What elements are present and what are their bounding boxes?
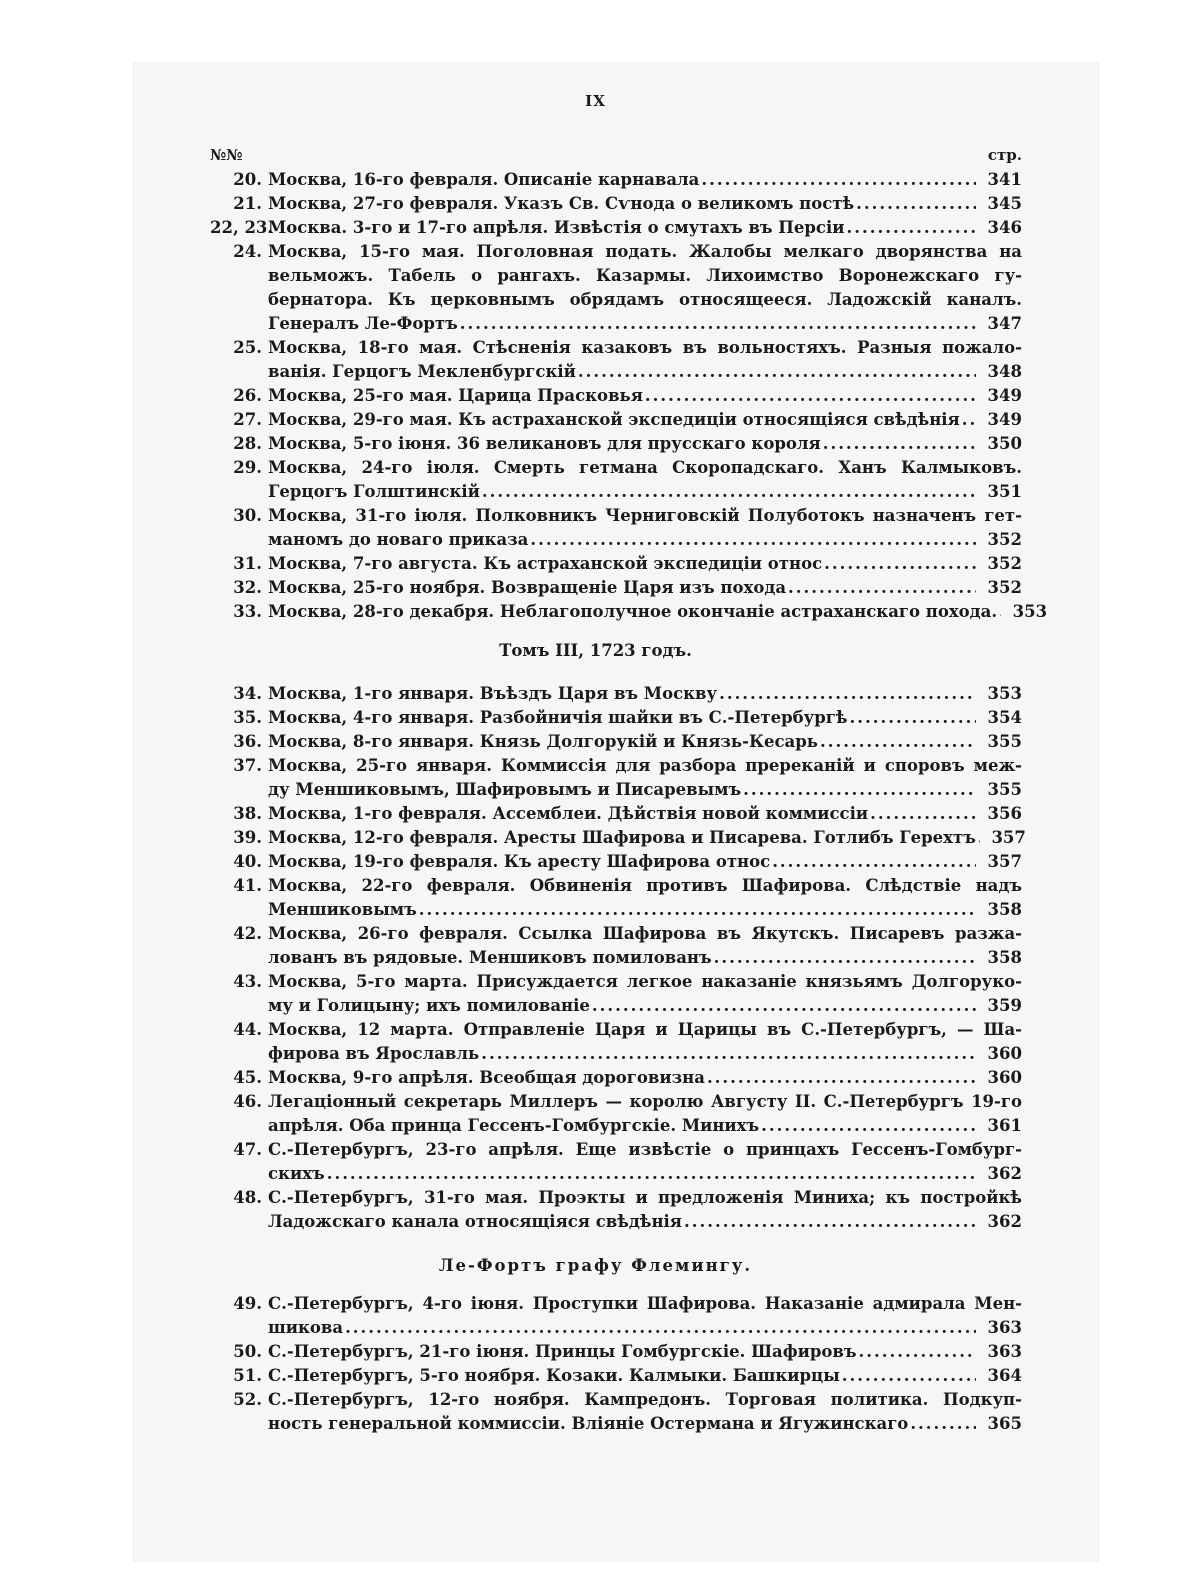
entry-number: 50.: [233, 1342, 262, 1361]
toc-entry: [210, 576, 1022, 600]
entry-line: Москва, 5-го марта. Присуждается легкое наказаніе князьямъ Долгоруко-: [268, 972, 1022, 991]
entry-line: шикова: [268, 1318, 344, 1337]
entry-last-line: [268, 432, 1022, 456]
entry-text: [268, 192, 1022, 216]
entry-last-line: [268, 528, 1022, 552]
entry-last-line: [268, 682, 1022, 706]
entry-line: ванія. Герцогъ Мекленбургскій: [268, 362, 576, 381]
entry-number: 42.: [233, 924, 262, 943]
dot-leader: [844, 216, 976, 240]
entry-text: [268, 1018, 1022, 1066]
page-ref: 348: [987, 362, 1022, 381]
entry-number: 47.: [233, 1140, 262, 1159]
entry-line: Москва, 25-го ноября. Возвращеніе Царя изъ похода: [268, 578, 787, 597]
dot-leader: [705, 1066, 976, 1090]
entry-text: [268, 1090, 1022, 1138]
entry-text: [268, 970, 1022, 1018]
entry-number: 38.: [233, 804, 262, 823]
toc-entry: [210, 1066, 1022, 1090]
entry-line: С.-Петербургъ, 23-го апрѣля. Еще извѣстіе о принцахъ Гессенъ-Гомбург-: [268, 1140, 1022, 1159]
entry-number: 20.: [233, 170, 262, 189]
entry-text: [268, 826, 1026, 850]
toc-entry: [210, 240, 1022, 336]
page-ref: 352: [987, 578, 1022, 597]
page-ref: 357: [987, 852, 1022, 871]
entry-number: 25.: [233, 338, 262, 357]
page-ref: 353: [1012, 602, 1048, 621]
entry-line: С.-Петербургъ, 4-го іюня. Проступки Шафирова. Наказаніе адмирала Мен-: [268, 1294, 1022, 1313]
entry-line: Москва, 15-го мая. Поголовная подать. Жалобы мелкаго дворянства на: [268, 242, 1022, 261]
toc-entry: [210, 922, 1022, 970]
toc-entry: [210, 1090, 1022, 1138]
dot-leader: [868, 802, 976, 826]
dot-leader: [759, 1114, 976, 1138]
volume-heading: Томъ III, 1723 годъ.: [499, 641, 692, 660]
dot-leader: [325, 1162, 976, 1186]
entry-line: лованъ въ рядовые. Меншиковъ помилованъ: [268, 948, 712, 967]
entry-number: 30.: [233, 506, 262, 525]
entry-line: маномъ до новаго приказа: [268, 530, 529, 549]
entry-text: [268, 408, 1022, 432]
entry-number: 45.: [233, 1068, 262, 1087]
page-ref: 345: [987, 194, 1022, 213]
page-ref: 359: [987, 996, 1022, 1015]
dot-leader: [417, 898, 976, 922]
number-column-header: №№: [210, 146, 243, 164]
entry-line: С.-Петербургъ, 12-го ноября. Кампредонъ. Торговая политика. Подкуп-: [268, 1390, 1022, 1409]
page-ref: 360: [987, 1068, 1022, 1087]
dot-leader: [479, 1042, 976, 1066]
entry-text: [268, 1186, 1022, 1234]
entry-number: 41.: [233, 876, 262, 895]
entry-last-line: [268, 1066, 1022, 1090]
entry-line: Москва. 3-го и 17-го апрѣля. Извѣстія о смутахъ въ Персіи: [268, 218, 845, 237]
entry-last-line: [268, 384, 1022, 408]
toc-entry: [210, 1186, 1022, 1234]
page-ref: 363: [987, 1318, 1022, 1337]
entry-number: 40.: [233, 852, 262, 871]
toc-section-2: [210, 682, 1026, 1234]
toc-entry: [210, 874, 1022, 922]
toc-entry: [210, 1388, 1022, 1436]
entry-last-line: [268, 1210, 1022, 1234]
toc-entry: [210, 384, 1022, 408]
entry-number: 49.: [233, 1294, 262, 1313]
entry-number: 21.: [233, 194, 262, 213]
toc-entry: [210, 216, 1022, 240]
entry-line: Москва, 1-го февраля. Ассемблеи. Дѣйствія новой коммиссіи: [268, 804, 869, 823]
entry-number: 48.: [233, 1188, 262, 1207]
page-ref: 362: [987, 1164, 1022, 1183]
entry-last-line: [268, 408, 1022, 432]
entry-last-line: [268, 802, 1022, 826]
entry-last-line: [268, 1042, 1022, 1066]
letters-heading: Ле-Фортъ графу Флемингу.: [438, 1256, 753, 1275]
entry-line: Герцогъ Голштинскій: [268, 482, 480, 501]
entry-text: [268, 730, 1022, 754]
entry-line: Москва, 16-го февраля. Описаніе карнавала: [268, 170, 700, 189]
toc-entry: [210, 432, 1022, 456]
entry-line: С.-Петербургъ, 31-го мая. Проэкты и предложенія Миниха; къ постройкѣ: [268, 1188, 1022, 1207]
toc-entry: [210, 408, 1022, 432]
page-ref: 351: [987, 482, 1022, 501]
page-ref: 362: [987, 1212, 1022, 1231]
entry-line: фирова въ Ярославль: [268, 1044, 480, 1063]
entry-line: Москва, 12 марта. Отправленіе Царя и Царицы въ С.-Петербургъ, — Ша-: [268, 1020, 1022, 1039]
dot-leader: [343, 1316, 976, 1340]
toc-entry: [210, 336, 1022, 384]
toc-entry: [210, 754, 1022, 802]
page-ref: 364: [987, 1366, 1022, 1385]
dot-leader: [717, 682, 976, 706]
entry-last-line: [268, 192, 1022, 216]
entry-list: [210, 1292, 1022, 1436]
toc-entry: [210, 1018, 1022, 1066]
dot-leader: [847, 706, 976, 730]
entry-line: вельможъ. Табель о рангахъ. Казармы. Лихоимство Воронежскаго гу-: [268, 266, 1022, 285]
page-ref: 355: [987, 780, 1022, 799]
toc-entry: [210, 970, 1022, 1018]
dot-leader: [770, 850, 976, 874]
entry-number: 44.: [233, 1020, 262, 1039]
page-ref: 346: [987, 218, 1022, 237]
entry-last-line: [268, 600, 1048, 624]
page-ref: 356: [987, 804, 1022, 823]
entry-line: Генералъ Ле-Фортъ: [268, 314, 458, 333]
entry-text: [268, 754, 1022, 802]
entry-text: [268, 600, 1048, 624]
entry-last-line: [268, 360, 1022, 384]
dot-leader: [857, 1340, 976, 1364]
entry-line: Москва, 27-го февраля. Указъ Св. Сѵнода о великомъ постѣ: [268, 194, 855, 213]
entry-text: [268, 240, 1022, 336]
entry-number: 26.: [233, 386, 262, 405]
dot-leader: [822, 552, 976, 576]
toc-entry: [210, 1138, 1022, 1186]
page-ref: 341: [987, 170, 1022, 189]
entry-number: 29.: [233, 458, 262, 477]
page-ref: 358: [987, 948, 1022, 967]
entry-line: Москва, 24-го іюля. Смерть гетмана Скоропадскаго. Ханъ Калмыковъ.: [268, 458, 1022, 477]
entry-line: Москва, 5-го іюня. 36 великановъ для прусскаго короля: [268, 434, 821, 453]
entry-text: [268, 922, 1022, 970]
entry-text: [268, 504, 1022, 552]
entry-line: ду Меншиковымъ, Шафировымъ и Писаревымъ: [268, 780, 742, 799]
page-ref: 363: [987, 1342, 1022, 1361]
entry-number: 28.: [233, 434, 262, 453]
entry-line: бернатора. Къ церковнымъ обрядамъ относящееся. Ладожскій каналъ.: [268, 290, 1022, 309]
toc-entry: [210, 192, 1022, 216]
entry-text: [268, 456, 1022, 504]
entry-last-line: [268, 826, 1026, 850]
page-ref: 357: [991, 828, 1026, 847]
page-column-header: стр.: [987, 146, 1022, 164]
entry-last-line: [268, 706, 1022, 730]
entry-text: [268, 1388, 1022, 1436]
toc-entry: [210, 682, 1022, 706]
entry-list: [210, 168, 1048, 624]
entry-text: [268, 682, 1022, 706]
entry-line: Легаціонный секретарь Миллеръ — королю Августу II. С.-Петербургъ 19-го: [268, 1092, 1022, 1111]
entry-text: [268, 874, 1022, 922]
toc-entry: [210, 706, 1022, 730]
page-ref: 349: [987, 410, 1022, 429]
entry-line: Москва, 22-го февраля. Обвиненія противъ Шафирова. Слѣдствіе надъ: [268, 876, 1022, 895]
entry-text: [268, 850, 1022, 874]
page-ref: 353: [987, 684, 1022, 703]
dot-leader: [528, 528, 976, 552]
entry-number: 46.: [233, 1092, 262, 1111]
entry-text: [268, 1066, 1022, 1090]
entry-list: [210, 682, 1026, 1234]
dot-leader: [576, 360, 976, 384]
entry-number: 51.: [233, 1366, 262, 1385]
toc-section-3: [210, 1292, 1022, 1436]
page-ref: 350: [987, 434, 1022, 453]
toc-entry: [210, 850, 1022, 874]
entry-last-line: [268, 552, 1022, 576]
entry-text: [268, 706, 1022, 730]
dot-leader: [741, 778, 976, 802]
entry-line: Москва, 25-го января. Коммиссія для разбора пререканій и споровъ меж-: [268, 756, 1022, 775]
entry-text: [268, 802, 1022, 826]
page-ref: 349: [987, 386, 1022, 405]
entry-last-line: [268, 946, 1022, 970]
entry-line: С.-Петербургъ, 5-го ноября. Козаки. Калмыки. Башкирцы: [268, 1366, 840, 1385]
dot-leader: [786, 576, 976, 600]
page-ref: 347: [987, 314, 1022, 333]
entry-last-line: [268, 1114, 1022, 1138]
entry-number: 27.: [233, 410, 262, 429]
dot-leader: [818, 730, 976, 754]
toc-entry: [210, 1364, 1022, 1388]
toc-entry: [210, 1292, 1022, 1340]
entry-line: Москва, 19-го февраля. Къ аресту Шафирова относ: [268, 852, 771, 871]
entry-text: [268, 552, 1022, 576]
entry-last-line: [268, 850, 1022, 874]
page-ref: 352: [987, 530, 1022, 549]
entry-number: 31.: [233, 554, 262, 573]
entry-line: Москва, 26-го февраля. Ссылка Шафирова въ Якутскъ. Писаревъ разжа-: [268, 924, 1022, 943]
dot-leader: [960, 408, 976, 432]
dot-leader: [590, 994, 976, 1018]
entry-text: [268, 384, 1022, 408]
entry-number: 22, 23.: [210, 218, 274, 237]
page-ref: 358: [987, 900, 1022, 919]
dot-leader: [854, 192, 976, 216]
entry-line: му и Голицыну; ихъ помилованіе: [268, 996, 590, 1015]
dot-leader: [458, 312, 976, 336]
entry-line: С.-Петербургъ, 21-го іюня. Принцы Гомбургскіе. Шафировъ: [268, 1342, 857, 1361]
entry-last-line: [268, 994, 1022, 1018]
toc-header: [210, 146, 1022, 168]
entry-text: [268, 432, 1022, 456]
entry-last-line: [268, 1340, 1022, 1364]
entry-number: 36.: [233, 732, 262, 751]
entry-last-line: [268, 576, 1022, 600]
entry-text: [268, 216, 1022, 240]
toc-entry: [210, 504, 1022, 552]
entry-line: Москва, 31-го іюля. Полковникъ Черниговскій Полуботокъ назначенъ гет-: [268, 506, 1022, 525]
toc-entry: [210, 826, 1026, 850]
page-number: IX: [585, 92, 606, 110]
dot-leader: [821, 432, 976, 456]
entry-number: 24.: [233, 242, 262, 261]
entry-number: 37.: [233, 756, 262, 775]
entry-last-line: [268, 898, 1022, 922]
entry-text: [268, 168, 1022, 192]
entry-text: [268, 1340, 1022, 1364]
page-ref: 360: [987, 1044, 1022, 1063]
toc-entry: [210, 802, 1022, 826]
toc-entry: [210, 168, 1022, 192]
dot-leader: [643, 384, 976, 408]
entry-number: 52.: [233, 1390, 262, 1409]
entry-number: 34.: [233, 684, 262, 703]
entry-last-line: [268, 778, 1022, 802]
entry-line: Москва, 7-го августа. Къ астраханской экспедиціи относ: [268, 554, 823, 573]
toc-entry: [210, 456, 1022, 504]
entry-line: Москва, 8-го января. Князь Долгорукій и Князь-Кесарь: [268, 732, 818, 751]
entry-line: Москва, 28-го декабря. Неблагополучное окончаніе астраханскаго похода.: [268, 602, 998, 621]
entry-last-line: [268, 1316, 1022, 1340]
entry-line: Ладожскаго канала относящіяся свѣдѣнія: [268, 1212, 682, 1231]
entry-last-line: [268, 480, 1022, 504]
entry-text: [268, 1138, 1022, 1186]
dot-leader: [699, 168, 976, 192]
entry-last-line: [268, 312, 1022, 336]
entry-text: [268, 576, 1022, 600]
toc-entry: [210, 600, 1048, 624]
dot-leader: [908, 1412, 976, 1436]
page-ref: 354: [987, 708, 1022, 727]
dot-leader: [480, 480, 976, 504]
toc-entry: [210, 1340, 1022, 1364]
entry-last-line: [268, 1364, 1022, 1388]
entry-line: ность генеральной коммиссіи. Вліяніе Остермана и Ягужинскаго: [268, 1414, 909, 1433]
entry-line: Москва, 18-го мая. Стѣсненія казаковъ въ вольностяхъ. Разныя пожало-: [268, 338, 1022, 357]
page-ref: 352: [987, 554, 1022, 573]
entry-text: [268, 1292, 1022, 1340]
dot-leader: [682, 1210, 976, 1234]
entry-line: скихъ: [268, 1164, 325, 1183]
entry-line: Москва, 9-го апрѣля. Всеобщая дороговизна: [268, 1068, 705, 1087]
entry-text: [268, 336, 1022, 384]
entry-last-line: [268, 730, 1022, 754]
entry-line: Москва, 12-го февраля. Аресты Шафирова и Писарева. Готлибъ Герехтъ: [268, 828, 976, 847]
entry-line: Меншиковымъ: [268, 900, 417, 919]
toc-entry: [210, 552, 1022, 576]
page-ref: 365: [987, 1414, 1022, 1433]
entry-number: 39.: [233, 828, 262, 847]
entry-line: Москва, 29-го мая. Къ астраханской экспедиціи относящіяся свѣдѣнія: [268, 410, 960, 429]
entry-last-line: [268, 216, 1022, 240]
entry-last-line: [268, 1162, 1022, 1186]
entry-line: Москва, 4-го января. Разбойничія шайки въ С.-Петербургѣ: [268, 708, 848, 727]
entry-last-line: [268, 1412, 1022, 1436]
dot-leader: [840, 1364, 976, 1388]
entry-text: [268, 1364, 1022, 1388]
entry-number: 32.: [233, 578, 262, 597]
entry-line: Москва, 25-го мая. Царица Прасковья: [268, 386, 643, 405]
dot-leader: [712, 946, 976, 970]
page-ref: 355: [987, 732, 1022, 751]
entry-last-line: [268, 168, 1022, 192]
entry-line: апрѣля. Оба принца Гессенъ-Гомбургскіе. Минихъ: [268, 1116, 760, 1135]
toc-section-1: [210, 146, 1048, 624]
entry-line: Москва, 1-го января. Въѣздъ Царя въ Москву: [268, 684, 718, 703]
entry-number: 33.: [233, 602, 262, 621]
entry-number: 43.: [233, 972, 262, 991]
toc-entry: [210, 730, 1022, 754]
page-ref: 361: [987, 1116, 1022, 1135]
entry-number: 35.: [233, 708, 262, 727]
